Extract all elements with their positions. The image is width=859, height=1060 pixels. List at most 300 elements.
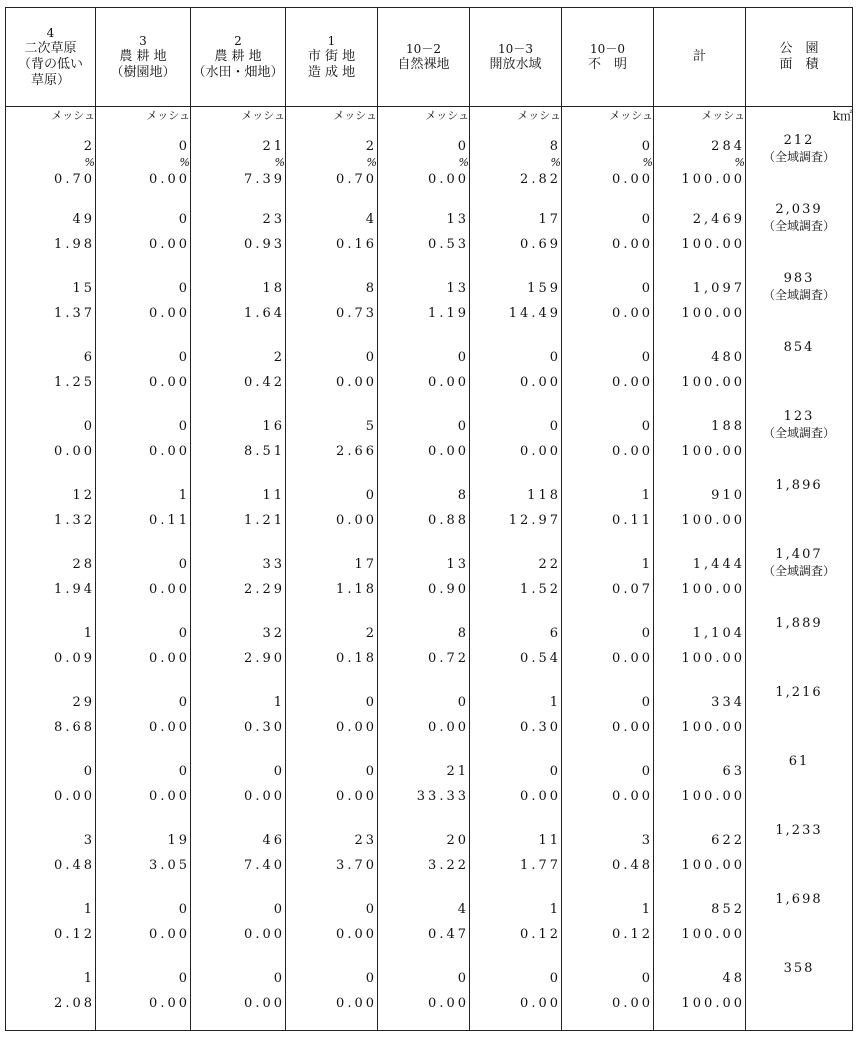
mesh-count: 8 bbox=[457, 626, 469, 641]
percent-value: 0.48 bbox=[54, 858, 95, 873]
park-area-cell bbox=[746, 823, 853, 892]
data-cell-c3 bbox=[96, 478, 191, 547]
column-code: 4 bbox=[46, 26, 55, 40]
park-area-value: 1,698 bbox=[775, 892, 823, 907]
data-cell-c102 bbox=[378, 133, 470, 202]
mesh-count: 1 bbox=[641, 902, 653, 917]
column-code: 10－2 bbox=[406, 42, 441, 56]
percent-value: 0.00 bbox=[149, 375, 190, 390]
mesh-count: 0 bbox=[641, 626, 653, 641]
percent-value: 0.00 bbox=[149, 237, 190, 252]
data-cell-total bbox=[654, 409, 746, 478]
data-cell-c3 bbox=[96, 616, 191, 685]
mesh-count: 0 bbox=[178, 557, 190, 572]
mesh-count: 334 bbox=[711, 695, 745, 710]
percent-value: 0.00 bbox=[149, 720, 190, 735]
data-cell-c4 bbox=[6, 202, 96, 271]
mesh-count: 0 bbox=[178, 139, 190, 154]
data-cell-c3 bbox=[96, 409, 191, 478]
mesh-count: 0 bbox=[178, 902, 190, 917]
percent-value: 2.82 bbox=[520, 172, 561, 187]
unit-label: メッシュ bbox=[562, 107, 654, 134]
percent-value: 0.00 bbox=[149, 651, 190, 666]
park-area-cell bbox=[746, 271, 853, 340]
data-cell-c1 bbox=[286, 409, 378, 478]
mesh-count: 0 bbox=[549, 764, 561, 779]
data-cell-c103 bbox=[470, 961, 562, 1031]
mesh-count: 3 bbox=[83, 833, 95, 848]
percent-value: 2.29 bbox=[244, 582, 285, 597]
column-header-area bbox=[746, 8, 853, 107]
data-cell-c102 bbox=[378, 409, 470, 478]
percent-value: 8.51 bbox=[244, 444, 285, 459]
mesh-count: 21 bbox=[262, 139, 285, 154]
percent-value: 100.00 bbox=[681, 651, 745, 666]
vegetation-mesh-table bbox=[5, 7, 853, 1031]
percent-value: 2.66 bbox=[336, 444, 377, 459]
mesh-count: 0 bbox=[273, 971, 285, 986]
data-cell-total bbox=[654, 892, 746, 961]
percent-value: 0.00 bbox=[54, 444, 95, 459]
table-row bbox=[6, 478, 853, 547]
mesh-count: 0 bbox=[641, 212, 653, 227]
survey-note: （全域調査） bbox=[762, 564, 835, 578]
data-cell-c3 bbox=[96, 961, 191, 1031]
percent-value: 0.00 bbox=[54, 789, 95, 804]
mesh-count: 8 bbox=[457, 488, 469, 503]
data-cell-c100 bbox=[562, 754, 654, 823]
mesh-count: 0 bbox=[178, 626, 190, 641]
mesh-count: 6 bbox=[83, 350, 95, 365]
data-cell-c4 bbox=[6, 616, 96, 685]
data-cell-c103 bbox=[470, 892, 562, 961]
percent-value: 0.18 bbox=[336, 651, 377, 666]
mesh-count: 0 bbox=[178, 971, 190, 986]
column-label-line: 面 積 bbox=[779, 57, 819, 72]
mesh-count: 0 bbox=[178, 350, 190, 365]
mesh-count: 33 bbox=[262, 557, 285, 572]
percent-value: 0.00 bbox=[244, 996, 285, 1011]
table-row bbox=[6, 340, 853, 409]
percent-value: 0.16 bbox=[336, 237, 377, 252]
percent-symbol: % bbox=[179, 156, 190, 169]
percent-value: 0.00 bbox=[428, 444, 469, 459]
data-cell-c2 bbox=[191, 202, 286, 271]
data-cell-c3 bbox=[96, 202, 191, 271]
data-cell-c2 bbox=[191, 271, 286, 340]
mesh-count: 0 bbox=[83, 764, 95, 779]
percent-value: 0.12 bbox=[520, 927, 561, 942]
mesh-count: 0 bbox=[273, 902, 285, 917]
data-cell-c102 bbox=[378, 478, 470, 547]
data-cell-c1 bbox=[286, 202, 378, 271]
data-cell-c4 bbox=[6, 823, 96, 892]
data-cell-c102 bbox=[378, 340, 470, 409]
data-cell-c100 bbox=[562, 892, 654, 961]
column-label-line: 自然裸地 bbox=[397, 57, 450, 72]
mesh-count: 1 bbox=[83, 971, 95, 986]
data-cell-c4 bbox=[6, 892, 96, 961]
percent-value: 100.00 bbox=[681, 996, 745, 1011]
park-area-cell bbox=[746, 478, 853, 547]
percent-value: 2.08 bbox=[54, 996, 95, 1011]
column-header-c4 bbox=[6, 8, 96, 107]
percent-value: 1.98 bbox=[54, 237, 95, 252]
data-cell-c4 bbox=[6, 478, 96, 547]
percent-value: 1.32 bbox=[54, 513, 95, 528]
percent-value: 0.00 bbox=[244, 789, 285, 804]
mesh-count: 852 bbox=[711, 902, 745, 917]
mesh-count: 19 bbox=[167, 833, 190, 848]
data-cell-c4 bbox=[6, 409, 96, 478]
data-cell-c2 bbox=[191, 478, 286, 547]
mesh-count: 17 bbox=[354, 557, 377, 572]
data-cell-c102 bbox=[378, 754, 470, 823]
data-cell-c2 bbox=[191, 823, 286, 892]
percent-value: 0.00 bbox=[612, 237, 653, 252]
percent-value: 100.00 bbox=[681, 513, 745, 528]
data-cell-c103 bbox=[470, 685, 562, 754]
percent-value: 0.00 bbox=[336, 375, 377, 390]
percent-value: 0.00 bbox=[520, 789, 561, 804]
mesh-count: 4 bbox=[365, 212, 377, 227]
data-cell-c4 bbox=[6, 754, 96, 823]
unit-label: メッシュ bbox=[6, 107, 96, 134]
park-area-value: 1,889 bbox=[775, 616, 823, 631]
percent-value: 1.52 bbox=[520, 582, 561, 597]
column-label-line: 市 街 地 bbox=[307, 49, 356, 64]
mesh-count: 0 bbox=[365, 350, 377, 365]
mesh-count: 0 bbox=[457, 139, 469, 154]
column-label-line: 開放水域 bbox=[489, 57, 542, 72]
data-cell-c3 bbox=[96, 271, 191, 340]
data-cell-total bbox=[654, 616, 746, 685]
table-row bbox=[6, 892, 853, 961]
mesh-count: 1 bbox=[641, 557, 653, 572]
data-cell-c3 bbox=[96, 547, 191, 616]
percent-symbol: % bbox=[458, 156, 469, 169]
data-cell-c2 bbox=[191, 685, 286, 754]
percent-value: 100.00 bbox=[681, 789, 745, 804]
data-cell-c102 bbox=[378, 892, 470, 961]
percent-value: 0.30 bbox=[244, 720, 285, 735]
mesh-count: 2 bbox=[83, 139, 95, 154]
percent-value: 0.00 bbox=[612, 720, 653, 735]
data-cell-c1 bbox=[286, 478, 378, 547]
mesh-count: 0 bbox=[549, 971, 561, 986]
mesh-count: 622 bbox=[711, 833, 745, 848]
percent-value: 100.00 bbox=[681, 582, 745, 597]
data-cell-c103 bbox=[470, 271, 562, 340]
park-area-value: 123 bbox=[783, 409, 815, 424]
mesh-count: 0 bbox=[365, 764, 377, 779]
table-row bbox=[6, 202, 853, 271]
percent-value: 0.00 bbox=[149, 927, 190, 942]
data-cell-c100 bbox=[562, 133, 654, 202]
data-cell-c3 bbox=[96, 340, 191, 409]
mesh-count: 1 bbox=[641, 488, 653, 503]
data-cell-c100 bbox=[562, 271, 654, 340]
mesh-count: 15 bbox=[72, 281, 95, 296]
park-area-value: 358 bbox=[783, 961, 815, 976]
data-cell-c1 bbox=[286, 271, 378, 340]
percent-value: 2.90 bbox=[244, 651, 285, 666]
table-row bbox=[6, 754, 853, 823]
mesh-count: 2 bbox=[273, 350, 285, 365]
percent-value: 7.39 bbox=[244, 172, 285, 187]
percent-value: 0.00 bbox=[520, 375, 561, 390]
percent-value: 1.37 bbox=[54, 306, 95, 321]
percent-value: 14.49 bbox=[508, 306, 561, 321]
percent-value: 1.18 bbox=[336, 582, 377, 597]
park-area-value: 1,896 bbox=[775, 478, 823, 493]
percent-value: 0.11 bbox=[149, 513, 190, 528]
percent-value: 0.12 bbox=[54, 927, 95, 942]
percent-value: 100.00 bbox=[681, 444, 745, 459]
column-label-line: 二次草原 bbox=[24, 41, 77, 56]
mesh-count: 22 bbox=[538, 557, 561, 572]
mesh-count: 1 bbox=[178, 488, 190, 503]
mesh-count: 0 bbox=[641, 695, 653, 710]
column-label-line: （背の低い bbox=[17, 57, 83, 72]
data-cell-total bbox=[654, 685, 746, 754]
mesh-count: 0 bbox=[365, 902, 377, 917]
data-cell-c2 bbox=[191, 547, 286, 616]
percent-value: 100.00 bbox=[681, 858, 745, 873]
mesh-count: 0 bbox=[365, 971, 377, 986]
mesh-count: 32 bbox=[262, 626, 285, 641]
percent-value: 0.00 bbox=[428, 375, 469, 390]
data-cell-c102 bbox=[378, 961, 470, 1031]
mesh-count: 0 bbox=[457, 971, 469, 986]
column-label-line: 農 耕 地 bbox=[214, 49, 262, 64]
data-cell-c100 bbox=[562, 478, 654, 547]
data-cell-c2 bbox=[191, 409, 286, 478]
header-row bbox=[6, 8, 853, 107]
table-row bbox=[6, 133, 853, 202]
mesh-count: 910 bbox=[711, 488, 745, 503]
mesh-count: 0 bbox=[83, 419, 95, 434]
column-label-line: 不 明 bbox=[587, 57, 627, 72]
mesh-count: 284 bbox=[711, 139, 745, 154]
mesh-count: 0 bbox=[457, 350, 469, 365]
mesh-count: 12 bbox=[72, 488, 95, 503]
percent-value: 0.00 bbox=[612, 444, 653, 459]
percent-value: 100.00 bbox=[681, 720, 745, 735]
table-row bbox=[6, 685, 853, 754]
percent-value: 1.94 bbox=[54, 582, 95, 597]
column-header-c3 bbox=[96, 8, 191, 107]
column-header-total bbox=[654, 8, 746, 107]
data-cell-c102 bbox=[378, 202, 470, 271]
table-row bbox=[6, 409, 853, 478]
data-cell-c4 bbox=[6, 961, 96, 1031]
column-label-line: （樹園地） bbox=[110, 65, 176, 80]
data-cell-c1 bbox=[286, 133, 378, 202]
percent-symbol: % bbox=[642, 156, 653, 169]
mesh-count: 6 bbox=[549, 626, 561, 641]
percent-value: 0.07 bbox=[612, 582, 653, 597]
column-label-line: 農 耕 地 bbox=[119, 49, 167, 64]
percent-value: 0.70 bbox=[54, 172, 95, 187]
percent-value: 0.73 bbox=[336, 306, 377, 321]
data-cell-c102 bbox=[378, 685, 470, 754]
mesh-count: 118 bbox=[527, 488, 561, 503]
data-cell-total bbox=[654, 340, 746, 409]
percent-value: 0.00 bbox=[428, 996, 469, 1011]
mesh-count: 29 bbox=[72, 695, 95, 710]
unit-label: メッシュ bbox=[654, 107, 746, 134]
park-area-value: 61 bbox=[788, 754, 810, 769]
park-area-value: 1,216 bbox=[775, 685, 823, 700]
percent-value: 0.00 bbox=[612, 375, 653, 390]
mesh-count: 11 bbox=[262, 488, 285, 503]
column-code: 3 bbox=[139, 34, 147, 48]
percent-value: 0.47 bbox=[428, 927, 469, 942]
data-cell-total bbox=[654, 823, 746, 892]
percent-value: 1.64 bbox=[244, 306, 285, 321]
mesh-count: 0 bbox=[641, 139, 653, 154]
mesh-count: 1 bbox=[549, 902, 561, 917]
park-area-cell bbox=[746, 340, 853, 409]
column-label-line: 計 bbox=[692, 49, 706, 64]
data-cell-c102 bbox=[378, 823, 470, 892]
data-cell-c2 bbox=[191, 340, 286, 409]
percent-value: 0.00 bbox=[336, 513, 377, 528]
mesh-count: 0 bbox=[178, 212, 190, 227]
park-area-cell bbox=[746, 409, 853, 478]
mesh-count: 0 bbox=[641, 971, 653, 986]
table-row bbox=[6, 823, 853, 892]
mesh-count: 480 bbox=[711, 350, 745, 365]
percent-value: 1.19 bbox=[428, 306, 469, 321]
data-cell-c102 bbox=[378, 547, 470, 616]
mesh-count: 4 bbox=[457, 902, 469, 917]
mesh-count: 11 bbox=[538, 833, 561, 848]
data-cell-c100 bbox=[562, 685, 654, 754]
park-area-cell bbox=[746, 547, 853, 616]
unit-label: k㎡ bbox=[746, 107, 853, 134]
data-cell-c103 bbox=[470, 202, 562, 271]
mesh-count: 0 bbox=[641, 764, 653, 779]
mesh-count: 2,469 bbox=[692, 212, 745, 227]
mesh-count: 0 bbox=[178, 695, 190, 710]
mesh-count: 0 bbox=[273, 764, 285, 779]
data-cell-c103 bbox=[470, 754, 562, 823]
data-cell-total bbox=[654, 754, 746, 823]
park-area-cell bbox=[746, 685, 853, 754]
mesh-count: 46 bbox=[262, 833, 285, 848]
data-cell-total bbox=[654, 202, 746, 271]
table-body bbox=[6, 107, 853, 1031]
mesh-count: 20 bbox=[446, 833, 469, 848]
mesh-count: 18 bbox=[262, 281, 285, 296]
data-cell-c2 bbox=[191, 892, 286, 961]
percent-value: 3.70 bbox=[336, 858, 377, 873]
data-cell-c100 bbox=[562, 409, 654, 478]
mesh-count: 1,097 bbox=[692, 281, 745, 296]
percent-value: 0.69 bbox=[520, 237, 561, 252]
percent-value: 0.30 bbox=[520, 720, 561, 735]
mesh-count: 0 bbox=[641, 350, 653, 365]
mesh-count: 0 bbox=[457, 695, 469, 710]
data-cell-c1 bbox=[286, 340, 378, 409]
data-cell-total bbox=[654, 547, 746, 616]
mesh-count: 0 bbox=[641, 281, 653, 296]
park-area-value: 2,039 bbox=[775, 202, 823, 217]
percent-value: 0.00 bbox=[520, 996, 561, 1011]
percent-value: 12.97 bbox=[508, 513, 561, 528]
unit-row bbox=[6, 107, 853, 134]
data-cell-c1 bbox=[286, 754, 378, 823]
mesh-count: 2 bbox=[365, 626, 377, 641]
column-code: 10－0 bbox=[590, 42, 625, 56]
data-cell-c103 bbox=[470, 409, 562, 478]
mesh-count: 0 bbox=[178, 419, 190, 434]
park-area-value: 1,407 bbox=[775, 547, 823, 562]
data-cell-c1 bbox=[286, 892, 378, 961]
percent-value: 3.05 bbox=[149, 858, 190, 873]
data-cell-c103 bbox=[470, 133, 562, 202]
percent-value: 0.00 bbox=[244, 927, 285, 942]
percent-value: 0.00 bbox=[612, 996, 653, 1011]
percent-value: 8.68 bbox=[54, 720, 95, 735]
column-header-c100 bbox=[562, 8, 654, 107]
column-label-line: 造 成 地 bbox=[307, 65, 356, 80]
percent-value: 0.00 bbox=[336, 996, 377, 1011]
mesh-count: 1 bbox=[83, 902, 95, 917]
data-cell-c1 bbox=[286, 547, 378, 616]
mesh-count: 1 bbox=[273, 695, 285, 710]
mesh-count: 63 bbox=[722, 764, 745, 779]
data-cell-total bbox=[654, 271, 746, 340]
percent-value: 0.09 bbox=[54, 651, 95, 666]
park-area-value: 854 bbox=[783, 340, 815, 355]
mesh-count: 159 bbox=[527, 281, 561, 296]
data-cell-c3 bbox=[96, 685, 191, 754]
survey-note: （全域調査） bbox=[762, 288, 835, 302]
table-row bbox=[6, 961, 853, 1031]
mesh-count: 2 bbox=[365, 139, 377, 154]
mesh-count: 0 bbox=[641, 419, 653, 434]
data-cell-c3 bbox=[96, 823, 191, 892]
park-area-cell bbox=[746, 892, 853, 961]
percent-value: 100.00 bbox=[681, 375, 745, 390]
mesh-count: 0 bbox=[365, 488, 377, 503]
data-cell-c100 bbox=[562, 547, 654, 616]
data-cell-c100 bbox=[562, 616, 654, 685]
data-cell-c103 bbox=[470, 478, 562, 547]
park-area-cell bbox=[746, 202, 853, 271]
data-cell-c102 bbox=[378, 271, 470, 340]
percent-symbol: % bbox=[366, 156, 377, 169]
mesh-count: 28 bbox=[72, 557, 95, 572]
data-cell-c102 bbox=[378, 616, 470, 685]
data-cell-c2 bbox=[191, 961, 286, 1031]
percent-value: 0.12 bbox=[612, 927, 653, 942]
mesh-count: 1 bbox=[83, 626, 95, 641]
percent-value: 0.70 bbox=[336, 172, 377, 187]
mesh-count: 21 bbox=[446, 764, 469, 779]
unit-label: メッシュ bbox=[378, 107, 470, 134]
mesh-count: 8 bbox=[549, 139, 561, 154]
mesh-count: 13 bbox=[446, 212, 469, 227]
column-label-line: 公 園 bbox=[779, 41, 819, 56]
data-cell-c1 bbox=[286, 616, 378, 685]
data-cell-c4 bbox=[6, 685, 96, 754]
data-cell-c100 bbox=[562, 202, 654, 271]
percent-value: 0.00 bbox=[428, 720, 469, 735]
